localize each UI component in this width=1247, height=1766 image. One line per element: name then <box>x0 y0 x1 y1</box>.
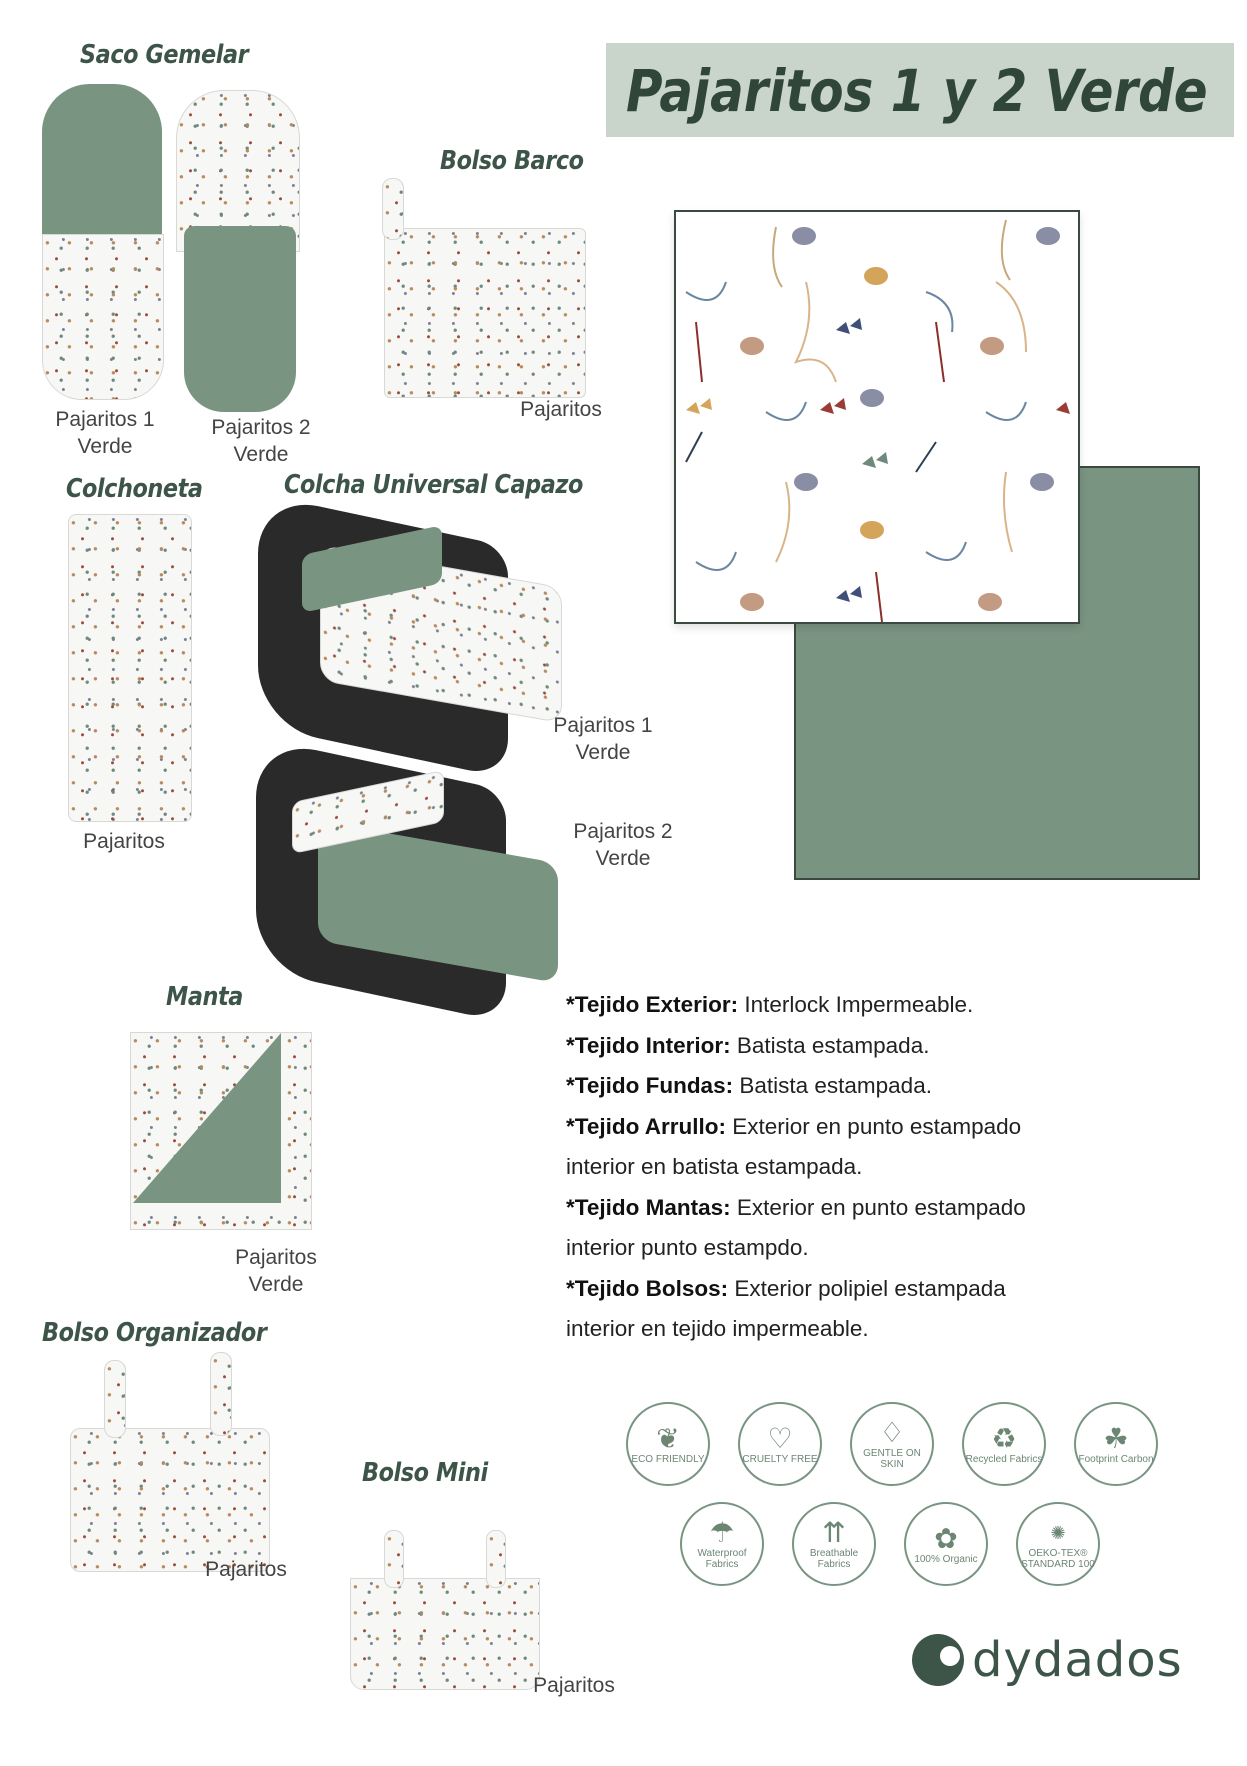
bolso-mini-strap-left <box>384 1530 404 1588</box>
spec-row <box>566 985 1106 1026</box>
bolso-barco-caption: Pajaritos <box>520 398 602 421</box>
spec-label: *Tejido Fundas: <box>566 1073 734 1098</box>
spec-text: Exterior en punto estampado <box>730 1194 1026 1220</box>
eco-friendly-badge <box>626 1402 710 1486</box>
badge-label: 100% Organic <box>914 1553 978 1565</box>
heading-bolso-barco: Bolso Barco <box>440 146 584 176</box>
spec-label: *Tejido Bolsos: <box>566 1275 729 1301</box>
saco-2-caption-line1: Pajaritos 2 <box>211 416 311 439</box>
spec-text: interior en batista estampada. <box>566 1154 863 1179</box>
colchoneta-image <box>68 514 192 822</box>
air-arrows-icon: ⇈ <box>822 1517 846 1548</box>
capazo-1-caption-line1: Pajaritos 1 <box>553 714 653 737</box>
saco-2-bottom <box>184 226 296 412</box>
water-drops-icon: ☂ <box>709 1517 735 1548</box>
badge-label: ECO FRIENDLY <box>631 1453 705 1465</box>
heading-colchoneta: Colchoneta <box>66 474 203 504</box>
fabric-swatch-pattern <box>674 210 1080 624</box>
bolso-mini-image <box>350 1578 540 1690</box>
badge-label: CRUELTY FREE <box>742 1453 818 1465</box>
heading-colcha-universal: Colcha Universal Capazo <box>284 470 583 500</box>
spec-text: Batista estampada. <box>733 1073 932 1098</box>
bolso-organizador-strap-left <box>104 1360 126 1438</box>
bolso-barco-strap <box>382 178 404 240</box>
heading-bolso-mini: Bolso Mini <box>362 1458 488 1488</box>
bolso-mini-strap-right <box>486 1530 506 1588</box>
cruelty-free-badge <box>738 1402 822 1486</box>
spec-text: Exterior polipiel estampada <box>728 1275 1006 1301</box>
spec-text: interior en tejido impermeable. <box>566 1316 869 1341</box>
bird-pattern-illustration <box>676 212 1078 622</box>
manta-caption <box>226 1244 326 1298</box>
spec-row <box>566 1309 1106 1350</box>
cotton-icon: ✿ <box>934 1522 958 1554</box>
capazo-2-caption-line2: Verde <box>595 847 651 870</box>
colchoneta-caption: Pajaritos <box>83 830 165 853</box>
saco-1-caption <box>50 406 160 460</box>
recycle-icon: ♻ <box>991 1422 1017 1454</box>
spec-text: interior punto estampdo. <box>566 1235 809 1260</box>
heading-saco-gemelar: Saco Gemelar <box>80 40 249 70</box>
spec-row <box>566 1066 1106 1107</box>
organic-badge <box>904 1502 988 1586</box>
oeko-tex-badge <box>1016 1502 1100 1586</box>
oeko-tex-icon: ✺ <box>1050 1523 1066 1543</box>
spec-row <box>566 1147 1106 1188</box>
capazo-1-caption-line2: Verde <box>575 741 631 764</box>
saco-2-caption-line2: Verde <box>233 443 289 466</box>
saco-1-bottom <box>42 234 164 400</box>
spec-row <box>566 1188 1106 1229</box>
spec-label: *Tejido Exterior: <box>566 992 739 1017</box>
heading-manta: Manta <box>166 982 243 1012</box>
bolso-organizador-strap-right <box>210 1352 232 1436</box>
spec-text: Exterior en punto estampado <box>726 1113 1022 1139</box>
manta-fold <box>131 1033 311 1229</box>
spec-text: Interlock Impermeable. <box>738 992 974 1017</box>
spec-label: *Tejido Arrullo: <box>566 1113 726 1139</box>
recycled-fabrics-badge <box>962 1402 1046 1486</box>
spec-text: Batista estampada. <box>730 1032 930 1058</box>
badge-label: Footprint Carbon <box>1078 1453 1154 1465</box>
bolso-organizador-image <box>70 1428 270 1572</box>
saco-1-top <box>42 84 162 254</box>
brand-mark-icon <box>912 1634 964 1686</box>
page-title: Pajaritos 1 y 2 Verde <box>626 57 1208 125</box>
gentle-on-skin-badge <box>850 1402 934 1486</box>
bolso-barco-image <box>384 228 586 398</box>
spec-row <box>566 1026 1106 1067</box>
footprint-icon: ☘ <box>1103 1422 1129 1454</box>
badge-label: OEKO-TEX® STANDARD 100 <box>1021 1548 1095 1570</box>
capazo-2-caption <box>568 818 678 872</box>
bolso-mini-caption: Pajaritos <box>533 1674 615 1697</box>
title-banner <box>606 43 1234 137</box>
badge-label: Breathable Fabrics <box>809 1548 859 1570</box>
saco-2-caption <box>206 414 316 468</box>
spec-label: *Tejido Interior: <box>566 1032 731 1058</box>
heading-bolso-organizador: Bolso Organizador <box>42 1318 267 1348</box>
bolso-organizador-caption: Pajaritos <box>205 1558 287 1581</box>
saco-1-caption-line1: Pajaritos 1 <box>55 408 155 431</box>
badge-label: Recycled Fabrics <box>965 1453 1043 1465</box>
badge-label: GENTLE ON SKIN <box>863 1448 921 1470</box>
manta-image <box>130 1032 312 1230</box>
leaf-icon: ❦ <box>656 1422 680 1454</box>
waterproof-fabrics-badge <box>680 1502 764 1586</box>
manta-caption-line2: Verde <box>248 1273 304 1296</box>
spec-row <box>566 1269 1106 1310</box>
breathable-fabrics-badge <box>792 1502 876 1586</box>
brand-logo <box>912 1632 1183 1688</box>
spec-label: *Tejido Mantas: <box>566 1194 731 1220</box>
badge-label: Waterproof Fabrics <box>697 1548 747 1570</box>
spec-row <box>566 1228 1106 1269</box>
manta-caption-line1: Pajaritos <box>235 1246 317 1269</box>
brand-name: dydados <box>972 1632 1183 1688</box>
capazo-1-caption <box>548 712 658 766</box>
spec-row <box>566 1107 1106 1148</box>
capazo-2-caption-line1: Pajaritos 2 <box>573 820 673 843</box>
saco-1-caption-line2: Verde <box>77 435 133 458</box>
fabric-specs <box>566 985 1106 1350</box>
footprint-carbon-badge <box>1074 1402 1158 1486</box>
heart-hands-icon: ♡ <box>767 1422 793 1454</box>
drop-icon: ♢ <box>879 1417 905 1448</box>
